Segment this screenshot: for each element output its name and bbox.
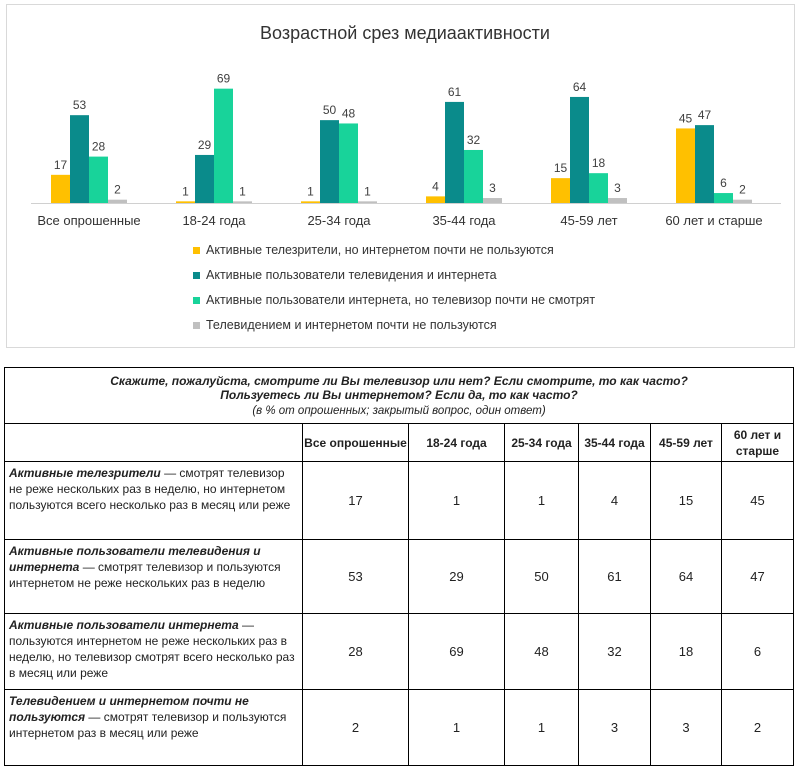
bar — [176, 201, 195, 203]
row-name: Телевидением и интернетом почти не пользуются — [9, 694, 249, 724]
table-cell: 29 — [409, 540, 505, 614]
table-cell: 69 — [409, 614, 505, 690]
table-cell: 2 — [303, 690, 409, 766]
data-label: 53 — [72, 98, 87, 113]
data-label: 17 — [53, 157, 68, 172]
bar — [358, 201, 377, 203]
data-label: 1 — [182, 184, 189, 199]
question-cell — [5, 368, 794, 424]
bar — [51, 175, 70, 203]
bar — [589, 173, 608, 203]
bar — [464, 150, 483, 203]
bar — [89, 157, 108, 203]
chart-title: Возрастной срез медиаактивности — [260, 23, 550, 43]
question-text-2: Пользуетесь ли Вы интернетом? Если да, то как часто? — [220, 387, 578, 402]
bar — [426, 196, 445, 203]
table-cell: 6 — [722, 614, 794, 690]
table-cell: 53 — [303, 540, 409, 614]
table-cell: 3 — [579, 690, 651, 766]
data-label: 15 — [553, 161, 568, 176]
legend-swatch — [193, 247, 200, 254]
bar — [483, 198, 502, 203]
data-label: 32 — [466, 132, 481, 147]
row-label — [5, 462, 303, 540]
table-row — [5, 462, 794, 540]
col-header-18-24: 18-24 года — [409, 424, 505, 462]
legend-swatch — [193, 272, 200, 279]
col-header-60-plus: 60 лет и старше — [722, 424, 794, 462]
table-cell: 61 — [579, 540, 651, 614]
data-label: 2 — [739, 182, 746, 197]
corner-cell — [5, 424, 303, 462]
row-description: — смотрят телевизор не реже нескольких раз в неделю, но интернетом пользуются всего несколько раз в месяц или реже — [9, 466, 291, 512]
data-label: 18 — [591, 156, 606, 171]
data-label: 1 — [307, 184, 314, 199]
table-cell: 1 — [505, 690, 579, 766]
bar — [339, 123, 358, 203]
chart-panel — [6, 4, 795, 348]
data-label: 64 — [572, 79, 587, 94]
bar — [233, 201, 252, 203]
row-description: — смотрят телевизор и пользуются интернетом не реже нескольких раз в неделю — [9, 560, 281, 590]
table-cell: 18 — [651, 614, 722, 690]
table-row — [5, 690, 794, 766]
bar — [445, 102, 464, 203]
table-cell: 1 — [409, 690, 505, 766]
data-label: 2 — [114, 182, 121, 197]
legend-label: Активные пользователи интернета, но телевизор почти не смотрят — [206, 293, 596, 307]
table-cell: 1 — [505, 462, 579, 540]
bar — [570, 97, 589, 203]
col-header-all: Все опрошенные — [303, 424, 409, 462]
table-cell: 1 — [409, 462, 505, 540]
row-label — [5, 614, 303, 690]
data-label: 29 — [197, 137, 212, 152]
row-name: Активные пользователи интернета — [9, 618, 239, 632]
row-label — [5, 690, 303, 766]
data-label: 28 — [91, 139, 106, 154]
data-label: 45 — [678, 111, 693, 126]
data-label: 6 — [720, 176, 727, 191]
row-description: — пользуются интернетом не реже нескольких раз в неделю, но телевизор смотрят всего несколько раз в месяц или реже — [9, 618, 295, 680]
legend-swatch — [193, 322, 200, 329]
data-label: 4 — [432, 179, 439, 194]
data-label: 47 — [697, 108, 712, 123]
table-cell: 15 — [651, 462, 722, 540]
table-cell: 48 — [505, 614, 579, 690]
legend-label: Телевидением и интернетом почти не пользуются — [206, 318, 497, 332]
row-description: — смотрят телевизор и пользуются интернетом раз в месяц или реже — [9, 710, 287, 740]
row-name: Активные телезрители — [9, 466, 161, 480]
x-tick-label: 60 лет и старше — [665, 213, 763, 228]
question-row — [5, 368, 794, 424]
x-tick-label: Все опрошенные — [37, 213, 141, 228]
x-tick-label: 18-24 года — [182, 213, 246, 228]
table-cell: 2 — [722, 690, 794, 766]
bar — [695, 125, 714, 203]
legend-label: Активные телезрители, но интернетом почти не пользуются — [206, 243, 554, 257]
table-cell: 64 — [651, 540, 722, 614]
col-header-25-34: 25-34 года — [505, 424, 579, 462]
question-note: (в % от опрошенных; закрытый вопрос, один ответ) — [252, 404, 546, 417]
table-row — [5, 614, 794, 690]
data-label: 3 — [489, 181, 496, 196]
data-label: 1 — [364, 184, 371, 199]
bar — [195, 155, 214, 203]
bar — [608, 198, 627, 203]
table-cell: 50 — [505, 540, 579, 614]
bar — [214, 89, 233, 203]
table-cell: 4 — [579, 462, 651, 540]
table-cell: 3 — [651, 690, 722, 766]
data-label: 3 — [614, 181, 621, 196]
header-row — [5, 424, 794, 462]
bar — [70, 115, 89, 203]
bar — [676, 128, 695, 203]
table-cell: 28 — [303, 614, 409, 690]
data-label: 50 — [322, 103, 337, 118]
bar — [551, 178, 570, 203]
row-label — [5, 540, 303, 614]
bar — [108, 200, 127, 203]
x-tick-label: 25-34 года — [307, 213, 371, 228]
table-cell: 17 — [303, 462, 409, 540]
data-label: 69 — [216, 71, 231, 86]
legend-label: Активные пользователи телевидения и интернета — [206, 268, 497, 282]
bar — [733, 200, 752, 203]
col-header-45-59: 45-59 лет — [651, 424, 722, 462]
bar — [714, 193, 733, 203]
x-tick-label: 45-59 лет — [560, 213, 618, 228]
table-cell: 45 — [722, 462, 794, 540]
bar — [320, 120, 339, 203]
question-text-1: Скажите, пожалуйста, смотрите ли Вы телевизор или нет? Если смотрите, то как часто? — [110, 373, 688, 388]
col-header-35-44: 35-44 года — [579, 424, 651, 462]
row-name: Активные пользователи телевидения и интернета — [9, 544, 261, 574]
survey-table — [4, 367, 794, 766]
data-label: 48 — [341, 106, 356, 121]
table-cell: 32 — [579, 614, 651, 690]
x-tick-label: 35-44 года — [432, 213, 496, 228]
data-label: 61 — [447, 84, 462, 99]
table-cell: 47 — [722, 540, 794, 614]
legend-swatch — [193, 297, 200, 304]
table-row — [5, 540, 794, 614]
data-label: 1 — [239, 184, 246, 199]
bar — [301, 201, 320, 203]
